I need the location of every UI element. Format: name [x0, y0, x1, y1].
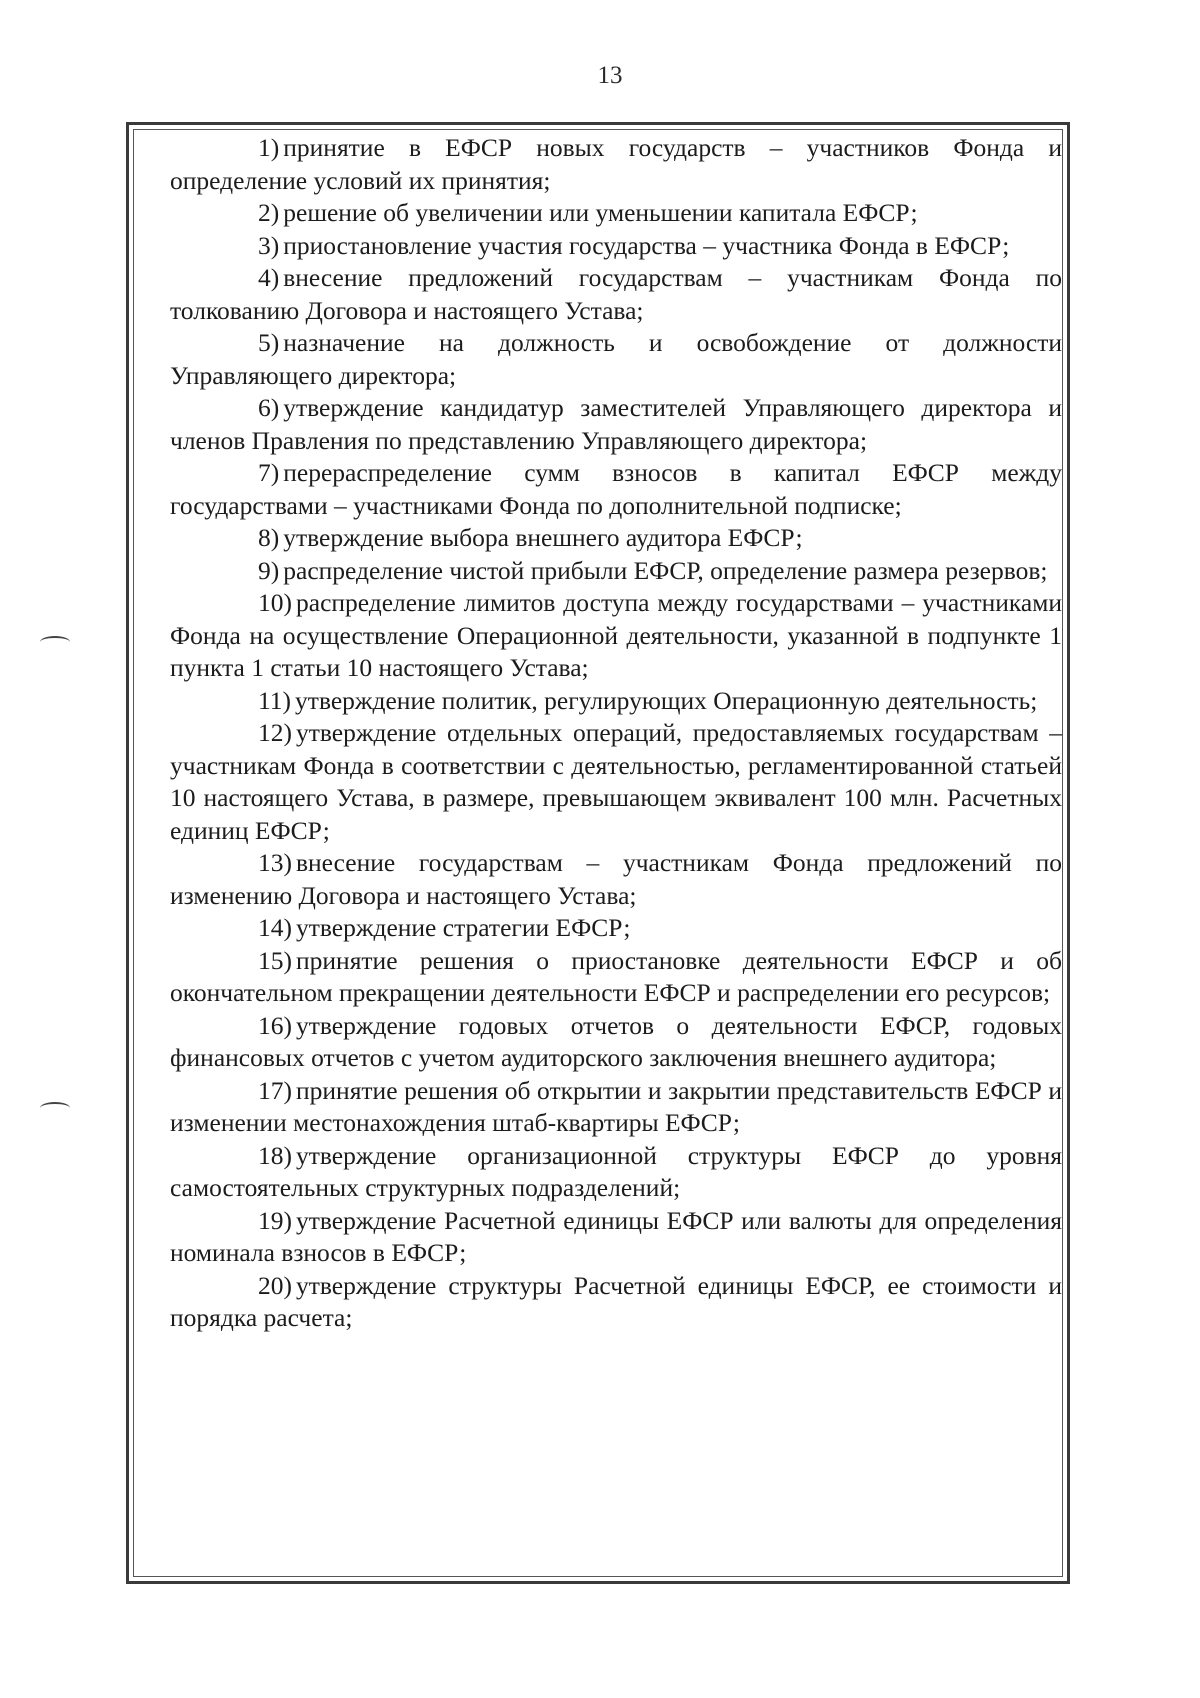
list-item-text: утверждение стратегии ЕФСР; [296, 913, 631, 942]
list-item-text: распределение чистой прибыли ЕФСР, определение размера резервов; [283, 555, 1048, 585]
list-item-text: приостановление участия государства – участника Фонда в ЕФСР; [283, 230, 1010, 260]
list-item-number: 8) [258, 523, 280, 552]
list-item-number: 4) [258, 263, 280, 292]
list-item-text: перераспределение сумм взносов в капитал ЕФСР между государствами – участниками Фонда по дополнительной подписке; [170, 458, 1062, 520]
list-item-4 [170, 262, 1062, 327]
list-item-number: 15) [258, 945, 292, 975]
list-item-5 [170, 327, 1062, 392]
list-item-text: утверждение выбора внешнего аудитора ЕФСР; [283, 523, 803, 552]
list-item-12 [170, 717, 1062, 847]
list-item-1 [170, 132, 1062, 197]
page-number: 13 [597, 62, 623, 89]
list-item-text: утверждение кандидатур заместителей Управляющего директора и членов Правления по представлению Управляющего директора; [170, 393, 1062, 455]
list-item-number: 2) [258, 198, 280, 227]
list-item-text: утверждение Расчетной единицы ЕФСР или валюты для определения номинала взносов в ЕФСР; [170, 1205, 1062, 1267]
list-item-number: 19) [258, 1205, 292, 1235]
list-item-number: 5) [258, 328, 280, 357]
list-item-text: назначение на должность и освобождение от должности Управляющего директора; [170, 328, 1062, 390]
list-item-text: внесение предложений государствам – участникам Фонда по толкованию Договора и настоящего Устава; [170, 263, 1062, 325]
list-item-text: утверждение структуры Расчетной единицы ЕФСР, ее стоимости и порядка расчета; [170, 1270, 1062, 1332]
list-item-17 [170, 1075, 1062, 1140]
list-item-text: утверждение политик, регулирующих Операционную деятельность; [295, 685, 1038, 715]
list-item-text: распределение лимитов доступа между государствами – участниками Фонда на осуществление Операционной деятельности, указанной в подпункте 1 пункта 1 статьи 10 настоящего Устава; [170, 588, 1062, 682]
list-item-number: 1) [258, 133, 280, 162]
list-item-text: принятие в ЕФСР новых государств – участников Фонда и определение условий их принятия; [170, 133, 1062, 195]
list-item-text: принятие решения о приостановке деятельности ЕФСР и об окончательном прекращении деятельности ЕФСР и распределении его ресурсов; [170, 945, 1062, 1007]
list-item-number: 18) [258, 1140, 292, 1170]
list-item-number: 10) [258, 588, 292, 617]
list-item-number: 17) [258, 1075, 292, 1105]
list-item-text: внесение государствам – участникам Фонда предложений по изменению Договора и настоящего Устава; [170, 848, 1062, 910]
punch-hole-mark-top [40, 636, 70, 648]
list-item-16 [170, 1010, 1062, 1075]
list-item-8 [170, 522, 1062, 555]
list-item-number: 13) [258, 848, 292, 877]
list-item-11 [170, 685, 1062, 718]
list-item-14 [170, 912, 1062, 945]
list-item-text: утверждение годовых отчетов о деятельности ЕФСР, годовых финансовых отчетов с учетом аудиторского заключения внешнего аудитора; [170, 1010, 1062, 1072]
list-item-18 [170, 1140, 1062, 1205]
list-item-number: 14) [258, 913, 292, 942]
list-item-3 [170, 230, 1062, 263]
document-body [170, 132, 1062, 1335]
list-item-number: 3) [258, 230, 280, 260]
list-item-number: 6) [258, 393, 280, 422]
list-item-19 [170, 1205, 1062, 1270]
list-item-text: утверждение отдельных операций, предоставляемых государствам – участникам Фонда в соответствии с деятельностью, регламентированной статьей 10 настоящего Устава, в размере, превышающем эквивалент 100 млн. Расчетных единиц ЕФСР; [170, 718, 1062, 845]
list-item-number: 12) [258, 718, 292, 747]
list-item-7 [170, 457, 1062, 522]
list-item-number: 11) [258, 685, 292, 715]
list-item-9 [170, 555, 1062, 588]
list-item-2 [170, 197, 1062, 230]
list-item-number: 9) [258, 555, 280, 585]
list-item-number: 20) [258, 1270, 292, 1300]
list-item-15 [170, 945, 1062, 1010]
list-item-20 [170, 1270, 1062, 1335]
list-item-number: 16) [258, 1010, 292, 1040]
list-item-text: принятие решения об открытии и закрытии представительств ЕФСР и изменении местонахождения штаб-квартиры ЕФСР; [170, 1075, 1062, 1137]
list-item-text: утверждение организационной структуры ЕФСР до уровня самостоятельных структурных подразделений; [170, 1140, 1062, 1202]
list-item-number: 7) [258, 458, 280, 487]
list-item-13 [170, 847, 1062, 912]
punch-hole-mark-bottom [40, 1102, 70, 1114]
list-item-text: решение об увеличении или уменьшении капитала ЕФСР; [283, 198, 918, 227]
list-item-6 [170, 392, 1062, 457]
list-item-10 [170, 587, 1062, 685]
